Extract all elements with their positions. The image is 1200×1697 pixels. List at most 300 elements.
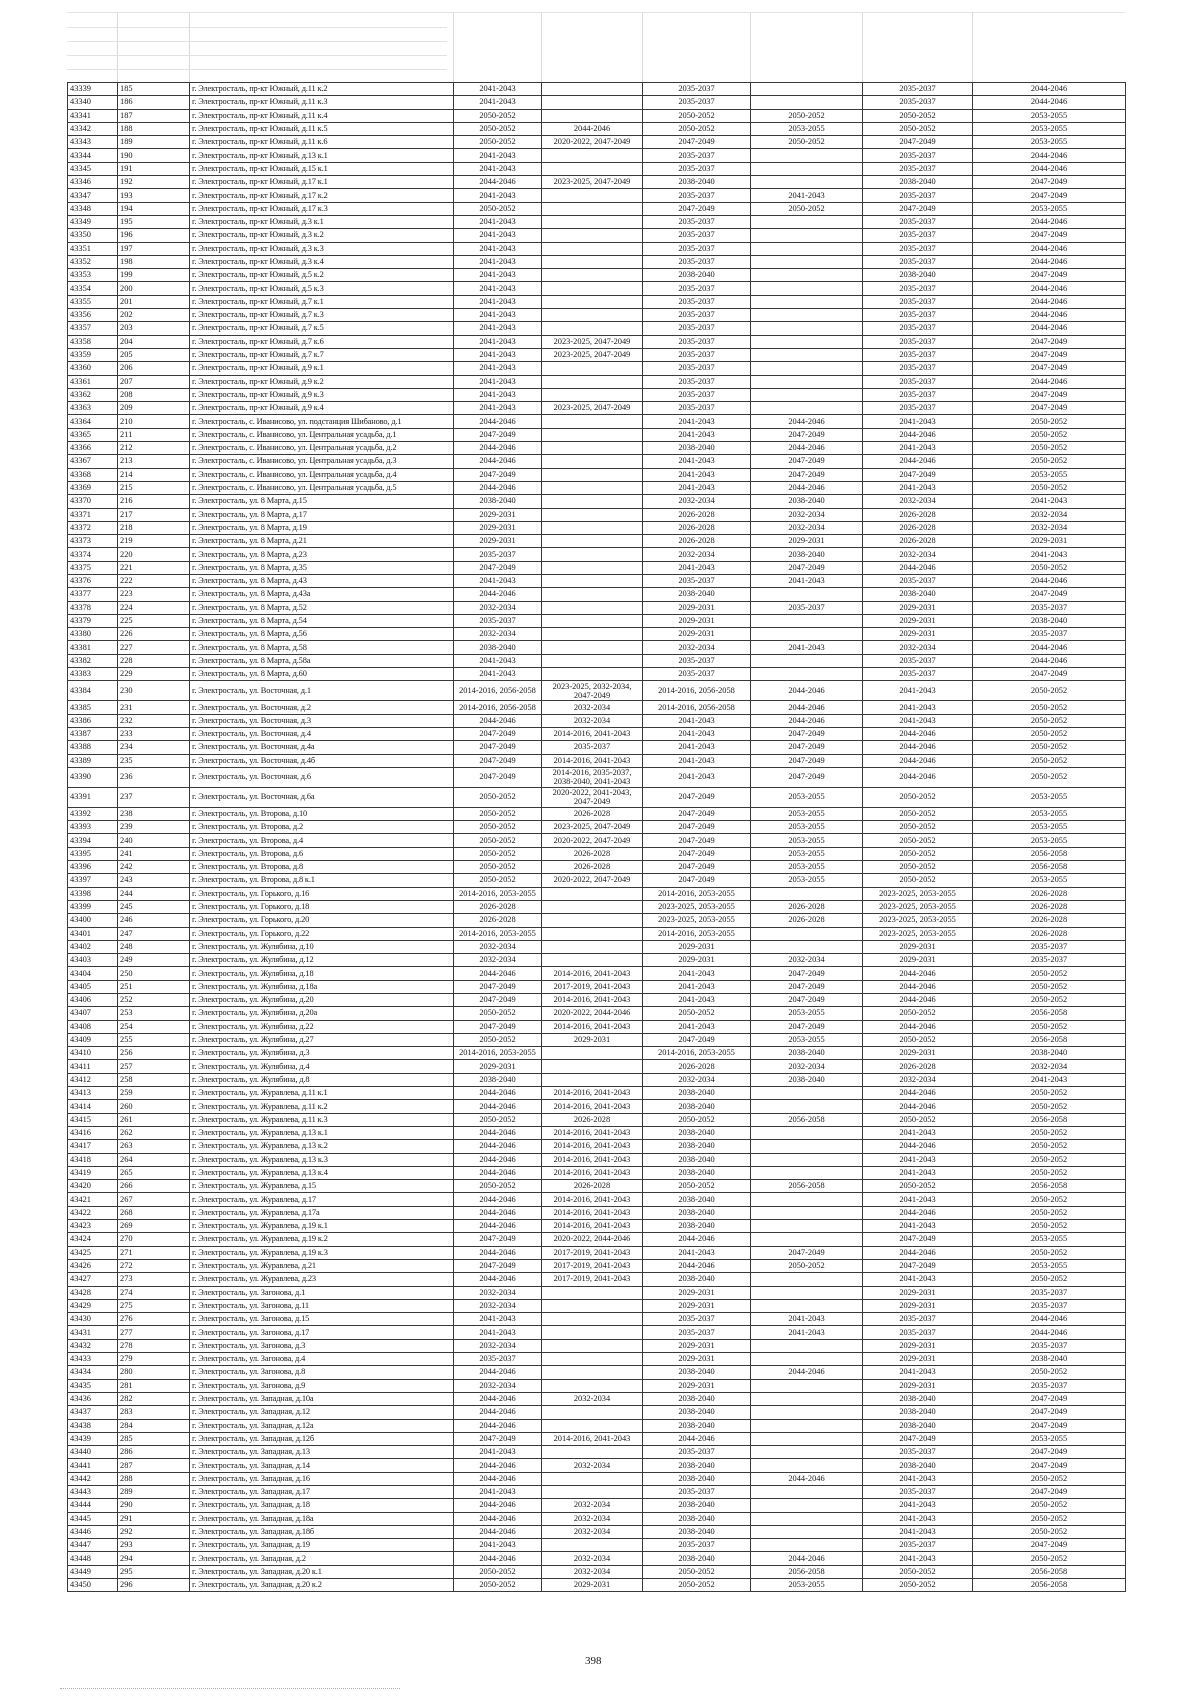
period-cell-5: 2044-2046: [863, 1206, 973, 1219]
table-row: [68, 1446, 1126, 1459]
address-cell: г. Электросталь, ул. Журавлева, д.13 к.4: [190, 1166, 454, 1179]
period-cell-2: [542, 1047, 643, 1060]
period-cell-4: 2047-2049: [751, 1246, 863, 1259]
period-cell-3: 2050-2052: [643, 1579, 751, 1592]
period-cell-5: 2035-2037: [863, 1326, 973, 1339]
row-number-cell: 257: [118, 1060, 190, 1073]
period-cell-4: 2050-2052: [751, 1259, 863, 1272]
period-cell-1: 2044-2046: [454, 455, 542, 468]
period-cell-3: 2035-2037: [643, 255, 751, 268]
period-cell-4: [751, 1432, 863, 1445]
table-row: [68, 1033, 1126, 1046]
row-number-cell: 253: [118, 1007, 190, 1020]
period-cell-3: 2035-2037: [643, 295, 751, 308]
period-cell-2: [542, 255, 643, 268]
row-number-cell: 259: [118, 1087, 190, 1100]
period-cell-5: 2044-2046: [863, 1087, 973, 1100]
period-cell-3: 2014-2016, 2053-2055: [643, 927, 751, 940]
table-row: [68, 1406, 1126, 1419]
period-cell-4: 2035-2037: [751, 601, 863, 614]
period-cell-3: 2041-2043: [643, 967, 751, 980]
period-cell-4: [751, 362, 863, 375]
address-cell: г. Электросталь, ул. Журавлева, д.11 к.1: [190, 1087, 454, 1100]
address-cell: г. Электросталь, пр-кт Южный, д.17 к.1: [190, 176, 454, 189]
period-cell-4: 2044-2046: [751, 714, 863, 727]
period-cell-3: 2041-2043: [643, 481, 751, 494]
table-row: [68, 1552, 1126, 1565]
period-cell-1: 2041-2043: [454, 282, 542, 295]
address-cell: г. Электросталь, ул. Второва, д.8: [190, 861, 454, 874]
period-cell-2: 2026-2028: [542, 847, 643, 860]
period-cell-1: 2047-2049: [454, 1432, 542, 1445]
period-cell-2: 2014-2016, 2041-2043: [542, 1140, 643, 1153]
table-row: [68, 375, 1126, 388]
period-cell-1: 2044-2046: [454, 1087, 542, 1100]
period-cell-6: 2026-2028: [973, 927, 1126, 940]
period-cell-2: [542, 641, 643, 654]
period-cell-5: 2032-2034: [863, 548, 973, 561]
period-cell-1: 2044-2046: [454, 1220, 542, 1233]
period-cell-1: 2050-2052: [454, 874, 542, 887]
address-cell: г. Электросталь, ул. 8 Марта, д.56: [190, 628, 454, 641]
period-cell-1: 2041-2043: [454, 242, 542, 255]
row-number-cell: 256: [118, 1047, 190, 1060]
period-cell-4: [751, 1392, 863, 1405]
period-cell-2: 2017-2019, 2041-2043: [542, 1246, 643, 1259]
address-cell: г. Электросталь, ул. Жулябина, д.18: [190, 967, 454, 980]
period-cell-1: 2050-2052: [454, 109, 542, 122]
table-row: [68, 927, 1126, 940]
period-cell-6: 2050-2052: [973, 1499, 1126, 1512]
period-cell-4: [751, 1286, 863, 1299]
row-number-cell: 286: [118, 1446, 190, 1459]
address-cell: г. Электросталь, пр-кт Южный, д.5 к.3: [190, 282, 454, 295]
period-cell-2: [542, 162, 643, 175]
period-cell-5: 2050-2052: [863, 1579, 973, 1592]
period-cell-1: 2041-2043: [454, 668, 542, 681]
period-cell-6: 2035-2037: [973, 1339, 1126, 1352]
period-cell-5: 2050-2052: [863, 787, 973, 807]
period-cell-1: 2044-2046: [454, 1552, 542, 1565]
row-number-cell: 244: [118, 887, 190, 900]
table-row: [68, 1140, 1126, 1153]
table-row: [68, 1512, 1126, 1525]
period-cell-2: 2029-2031: [542, 1033, 643, 1046]
period-cell-4: 2032-2034: [751, 1060, 863, 1073]
period-cell-5: 2041-2043: [863, 1472, 973, 1485]
period-cell-2: [542, 1472, 643, 1485]
table-row: [68, 914, 1126, 927]
address-cell: г. Электросталь, ул. Западная, д.13: [190, 1446, 454, 1459]
period-cell-2: 2032-2034: [542, 714, 643, 727]
period-cell-1: 2044-2046: [454, 1126, 542, 1139]
period-cell-3: 2047-2049: [643, 874, 751, 887]
period-cell-4: [751, 927, 863, 940]
row-number-cell: 192: [118, 176, 190, 189]
period-cell-5: 2041-2043: [863, 442, 973, 455]
table-row: [68, 861, 1126, 874]
period-cell-4: [751, 1140, 863, 1153]
row-id-cell: 43404: [68, 967, 118, 980]
period-cell-3: 2041-2043: [643, 428, 751, 441]
row-number-cell: 233: [118, 727, 190, 740]
period-cell-3: 2014-2016, 2053-2055: [643, 1047, 751, 1060]
table-row: [68, 242, 1126, 255]
period-cell-2: 2017-2019, 2041-2043: [542, 1273, 643, 1286]
period-cell-2: 2020-2022, 2047-2049: [542, 136, 643, 149]
period-cell-5: 2035-2037: [863, 282, 973, 295]
period-cell-3: 2035-2037: [643, 335, 751, 348]
period-cell-6: 2053-2055: [973, 821, 1126, 834]
period-cell-4: 2038-2040: [751, 495, 863, 508]
period-cell-3: 2038-2040: [643, 1459, 751, 1472]
period-cell-1: 2047-2049: [454, 754, 542, 767]
period-cell-4: [751, 1220, 863, 1233]
period-cell-5: 2035-2037: [863, 348, 973, 361]
table-row: [68, 1525, 1126, 1538]
address-cell: г. Электросталь, пр-кт Южный, д.13 к.1: [190, 149, 454, 162]
period-cell-1: 2041-2043: [454, 375, 542, 388]
period-cell-1: 2050-2052: [454, 1180, 542, 1193]
period-cell-5: 2035-2037: [863, 162, 973, 175]
row-number-cell: 264: [118, 1153, 190, 1166]
row-id-cell: 43440: [68, 1446, 118, 1459]
address-cell: г. Электросталь, ул. Журавлева, д.11 к.3: [190, 1113, 454, 1126]
row-id-cell: 43429: [68, 1299, 118, 1312]
period-cell-1: 2047-2049: [454, 994, 542, 1007]
period-cell-5: 2035-2037: [863, 574, 973, 587]
period-cell-5: 2050-2052: [863, 1180, 973, 1193]
period-cell-4: [751, 1233, 863, 1246]
period-cell-3: 2014-2016, 2053-2055: [643, 887, 751, 900]
table-row: [68, 335, 1126, 348]
period-cell-2: 2014-2016, 2041-2043: [542, 1166, 643, 1179]
row-number-cell: 275: [118, 1299, 190, 1312]
period-cell-1: 2041-2043: [454, 229, 542, 242]
repair-schedule-table: [67, 82, 1126, 1592]
address-cell: г. Электросталь, ул. Журавлева, д.13 к.2: [190, 1140, 454, 1153]
period-cell-3: 2023-2025, 2053-2055: [643, 914, 751, 927]
period-cell-2: [542, 242, 643, 255]
period-cell-3: 2038-2040: [643, 1193, 751, 1206]
period-cell-3: 2035-2037: [643, 574, 751, 587]
address-cell: г. Электросталь, с. Иванисово, ул. Центральная усадьба, д.5: [190, 481, 454, 494]
table-row: [68, 701, 1126, 714]
row-id-cell: 43381: [68, 641, 118, 654]
row-number-cell: 280: [118, 1366, 190, 1379]
address-cell: г. Электросталь, с. Иванисово, ул. подстанция Шибаново, д.1: [190, 415, 454, 428]
row-number-cell: 284: [118, 1419, 190, 1432]
row-number-cell: 198: [118, 255, 190, 268]
period-cell-5: 2044-2046: [863, 980, 973, 993]
period-cell-1: 2044-2046: [454, 1100, 542, 1113]
period-cell-1: 2032-2034: [454, 628, 542, 641]
period-cell-1: 2041-2043: [454, 1313, 542, 1326]
row-id-cell: 43359: [68, 348, 118, 361]
address-cell: г. Электросталь, пр-кт Южный, д.7 к.3: [190, 309, 454, 322]
address-cell: г. Электросталь, с. Иванисово, ул. Центральная усадьба, д.1: [190, 428, 454, 441]
period-cell-5: 2029-2031: [863, 1339, 973, 1352]
period-cell-2: 2014-2016, 2041-2043: [542, 1206, 643, 1219]
period-cell-5: 2050-2052: [863, 861, 973, 874]
table-row: [68, 940, 1126, 953]
period-cell-2: [542, 614, 643, 627]
period-cell-2: 2014-2016, 2041-2043: [542, 1153, 643, 1166]
period-cell-5: 2035-2037: [863, 1313, 973, 1326]
period-cell-2: 2023-2025, 2047-2049: [542, 821, 643, 834]
period-cell-5: 2047-2049: [863, 468, 973, 481]
table-row: [68, 521, 1126, 534]
address-cell: г. Электросталь, пр-кт Южный, д.11 к.3: [190, 96, 454, 109]
address-cell: г. Электросталь, ул. 8 Марта, д.21: [190, 535, 454, 548]
row-id-cell: 43379: [68, 614, 118, 627]
period-cell-2: 2014-2016, 2041-2043: [542, 967, 643, 980]
period-cell-3: 2041-2043: [643, 455, 751, 468]
period-cell-4: 2047-2049: [751, 767, 863, 787]
address-cell: г. Электросталь, ул. 8 Марта, д.52: [190, 601, 454, 614]
row-id-cell: 43409: [68, 1033, 118, 1046]
address-cell: г. Электросталь, с. Иванисово, ул. Центральная усадьба, д.2: [190, 442, 454, 455]
row-number-cell: 293: [118, 1539, 190, 1552]
period-cell-1: 2050-2052: [454, 807, 542, 820]
period-cell-4: [751, 1166, 863, 1179]
period-cell-4: [751, 628, 863, 641]
period-cell-1: 2047-2049: [454, 727, 542, 740]
period-cell-2: [542, 202, 643, 215]
period-cell-6: 2044-2046: [973, 255, 1126, 268]
period-cell-3: 2041-2043: [643, 994, 751, 1007]
row-id-cell: 43427: [68, 1273, 118, 1286]
period-cell-1: 2032-2034: [454, 1339, 542, 1352]
address-cell: г. Электросталь, ул. Западная, д.12: [190, 1406, 454, 1419]
period-cell-5: 2035-2037: [863, 388, 973, 401]
period-cell-6: 2032-2034: [973, 508, 1126, 521]
period-cell-6: 2050-2052: [973, 1020, 1126, 1033]
period-cell-1: 2014-2016, 2053-2055: [454, 927, 542, 940]
address-cell: г. Электросталь, пр-кт Южный, д.17 к.3: [190, 202, 454, 215]
period-cell-1: 2038-2040: [454, 1073, 542, 1086]
address-cell: г. Электросталь, ул. 8 Марта, д.54: [190, 614, 454, 627]
table-body: [68, 83, 1126, 1592]
period-cell-2: 2026-2028: [542, 861, 643, 874]
period-cell-3: 2041-2043: [643, 561, 751, 574]
row-number-cell: 276: [118, 1313, 190, 1326]
period-cell-5: 2032-2034: [863, 1073, 973, 1086]
row-id-cell: 43343: [68, 136, 118, 149]
table-row: [68, 162, 1126, 175]
address-cell: г. Электросталь, пр-кт Южный, д.3 к.4: [190, 255, 454, 268]
period-cell-4: 2041-2043: [751, 1326, 863, 1339]
period-cell-2: [542, 887, 643, 900]
period-cell-6: 2056-2058: [973, 1565, 1126, 1578]
address-cell: г. Электросталь, ул. Западная, д.20 к.2: [190, 1579, 454, 1592]
row-id-cell: 43417: [68, 1140, 118, 1153]
period-cell-5: 2041-2043: [863, 1499, 973, 1512]
address-cell: г. Электросталь, ул. Журавлева, д.19 к.3: [190, 1246, 454, 1259]
period-cell-2: [542, 601, 643, 614]
period-cell-3: 2038-2040: [643, 1406, 751, 1419]
row-number-cell: 204: [118, 335, 190, 348]
period-cell-6: 2050-2052: [973, 714, 1126, 727]
table-row: [68, 481, 1126, 494]
period-cell-2: 2014-2016, 2035-2037, 2038-2040, 2041-2043: [542, 767, 643, 787]
period-cell-3: 2035-2037: [643, 215, 751, 228]
table-row: [68, 348, 1126, 361]
period-cell-3: 2047-2049: [643, 847, 751, 860]
period-cell-4: 2056-2058: [751, 1113, 863, 1126]
address-cell: г. Электросталь, пр-кт Южный, д.9 к.1: [190, 362, 454, 375]
row-id-cell: 43390: [68, 767, 118, 787]
period-cell-6: 2044-2046: [973, 1326, 1126, 1339]
period-cell-2: 2014-2016, 2041-2043: [542, 754, 643, 767]
period-cell-3: 2026-2028: [643, 508, 751, 521]
period-cell-6: 2047-2049: [973, 176, 1126, 189]
row-number-cell: 229: [118, 668, 190, 681]
row-id-cell: 43362: [68, 388, 118, 401]
row-number-cell: 268: [118, 1206, 190, 1219]
table-row: [68, 508, 1126, 521]
address-cell: г. Электросталь, ул. 8 Марта, д.15: [190, 495, 454, 508]
period-cell-5: 2041-2043: [863, 681, 973, 701]
period-cell-3: 2029-2031: [643, 954, 751, 967]
row-id-cell: 43368: [68, 468, 118, 481]
address-cell: г. Электросталь, с. Иванисово, ул. Центральная усадьба, д.3: [190, 455, 454, 468]
period-cell-6: 2038-2040: [973, 1047, 1126, 1060]
period-cell-2: [542, 375, 643, 388]
address-cell: г. Электросталь, ул. Западная, д.18а: [190, 1512, 454, 1525]
period-cell-5: 2035-2037: [863, 1539, 973, 1552]
table-row: [68, 821, 1126, 834]
period-cell-6: 2047-2049: [973, 335, 1126, 348]
row-id-cell: 43412: [68, 1073, 118, 1086]
period-cell-1: 2038-2040: [454, 495, 542, 508]
table-row: [68, 1060, 1126, 1073]
table-row: [68, 109, 1126, 122]
period-cell-3: 2035-2037: [643, 668, 751, 681]
period-cell-2: [542, 495, 643, 508]
table-row: [68, 1539, 1126, 1552]
period-cell-6: 2056-2058: [973, 861, 1126, 874]
period-cell-5: 2035-2037: [863, 322, 973, 335]
period-cell-6: 2050-2052: [973, 1166, 1126, 1179]
row-id-cell: 43356: [68, 309, 118, 322]
period-cell-6: 2056-2058: [973, 1113, 1126, 1126]
period-cell-5: 2041-2043: [863, 1512, 973, 1525]
period-cell-2: [542, 668, 643, 681]
period-cell-2: 2044-2046: [542, 122, 643, 135]
period-cell-6: 2047-2049: [973, 1419, 1126, 1432]
period-cell-4: 2047-2049: [751, 967, 863, 980]
period-cell-5: 2029-2031: [863, 601, 973, 614]
period-cell-2: 2014-2016, 2041-2043: [542, 1087, 643, 1100]
period-cell-5: 2038-2040: [863, 176, 973, 189]
table-row: [68, 1126, 1126, 1139]
address-cell: г. Электросталь, ул. Горького, д.20: [190, 914, 454, 927]
period-cell-1: 2050-2052: [454, 834, 542, 847]
period-cell-2: [542, 1313, 643, 1326]
period-cell-2: [542, 654, 643, 667]
row-id-cell: 43422: [68, 1206, 118, 1219]
address-cell: г. Электросталь, ул. Западная, д.12а: [190, 1419, 454, 1432]
address-cell: г. Электросталь, ул. Восточная, д.1: [190, 681, 454, 701]
row-id-cell: 43358: [68, 335, 118, 348]
table-row: [68, 282, 1126, 295]
period-cell-4: [751, 940, 863, 953]
period-cell-2: [542, 269, 643, 282]
period-cell-6: 2050-2052: [973, 1193, 1126, 1206]
row-number-cell: 207: [118, 375, 190, 388]
row-id-cell: 43414: [68, 1100, 118, 1113]
address-cell: г. Электросталь, ул. 8 Марта, д.19: [190, 521, 454, 534]
period-cell-3: 2038-2040: [643, 269, 751, 282]
address-cell: г. Электросталь, с. Иванисово, ул. Центральная усадьба, д.4: [190, 468, 454, 481]
row-id-cell: 43373: [68, 535, 118, 548]
period-cell-2: 2020-2022, 2047-2049: [542, 834, 643, 847]
period-cell-2: [542, 521, 643, 534]
period-cell-4: [751, 229, 863, 242]
row-id-cell: 43342: [68, 122, 118, 135]
address-cell: г. Электросталь, ул. 8 Марта, д.58а: [190, 654, 454, 667]
period-cell-2: [542, 1419, 643, 1432]
period-cell-4: 2056-2058: [751, 1565, 863, 1578]
row-number-cell: 246: [118, 914, 190, 927]
period-cell-3: 2029-2031: [643, 614, 751, 627]
period-cell-4: [751, 1273, 863, 1286]
period-cell-1: 2032-2034: [454, 601, 542, 614]
period-cell-3: 2035-2037: [643, 1446, 751, 1459]
row-id-cell: 43400: [68, 914, 118, 927]
period-cell-2: [542, 442, 643, 455]
period-cell-3: 2038-2040: [643, 1087, 751, 1100]
period-cell-5: 2035-2037: [863, 215, 973, 228]
period-cell-3: 2029-2031: [643, 1379, 751, 1392]
period-cell-4: 2053-2055: [751, 1007, 863, 1020]
period-cell-6: 2038-2040: [973, 614, 1126, 627]
period-cell-6: 2035-2037: [973, 601, 1126, 614]
period-cell-5: 2050-2052: [863, 122, 973, 135]
period-cell-6: 2050-2052: [973, 1246, 1126, 1259]
address-cell: г. Электросталь, ул. Горького, д.18: [190, 900, 454, 913]
row-id-cell: 43402: [68, 940, 118, 953]
table-row: [68, 787, 1126, 807]
row-id-cell: 43366: [68, 442, 118, 455]
period-cell-1: 2041-2043: [454, 215, 542, 228]
period-cell-4: 2044-2046: [751, 701, 863, 714]
address-cell: г. Электросталь, ул. Жулябина, д.27: [190, 1033, 454, 1046]
period-cell-6: 2047-2049: [973, 189, 1126, 202]
period-cell-6: 2053-2055: [973, 122, 1126, 135]
period-cell-1: 2050-2052: [454, 1007, 542, 1020]
period-cell-5: 2050-2052: [863, 807, 973, 820]
period-cell-2: 2020-2022, 2044-2046: [542, 1233, 643, 1246]
row-number-cell: 231: [118, 701, 190, 714]
period-cell-3: 2041-2043: [643, 727, 751, 740]
period-cell-2: 2032-2034: [542, 701, 643, 714]
period-cell-5: 2029-2031: [863, 1286, 973, 1299]
period-cell-1: 2029-2031: [454, 508, 542, 521]
period-cell-4: 2047-2049: [751, 468, 863, 481]
period-cell-2: 2014-2016, 2041-2043: [542, 1020, 643, 1033]
row-id-cell: 43391: [68, 787, 118, 807]
period-cell-1: 2035-2037: [454, 614, 542, 627]
row-number-cell: 285: [118, 1432, 190, 1445]
period-cell-6: 2032-2034: [973, 1060, 1126, 1073]
period-cell-3: 2041-2043: [643, 1246, 751, 1259]
address-cell: г. Электросталь, ул. Загонова, д.3: [190, 1339, 454, 1352]
period-cell-6: 2026-2028: [973, 887, 1126, 900]
period-cell-1: 2032-2034: [454, 954, 542, 967]
address-cell: г. Электросталь, ул. Жулябина, д.4: [190, 1060, 454, 1073]
